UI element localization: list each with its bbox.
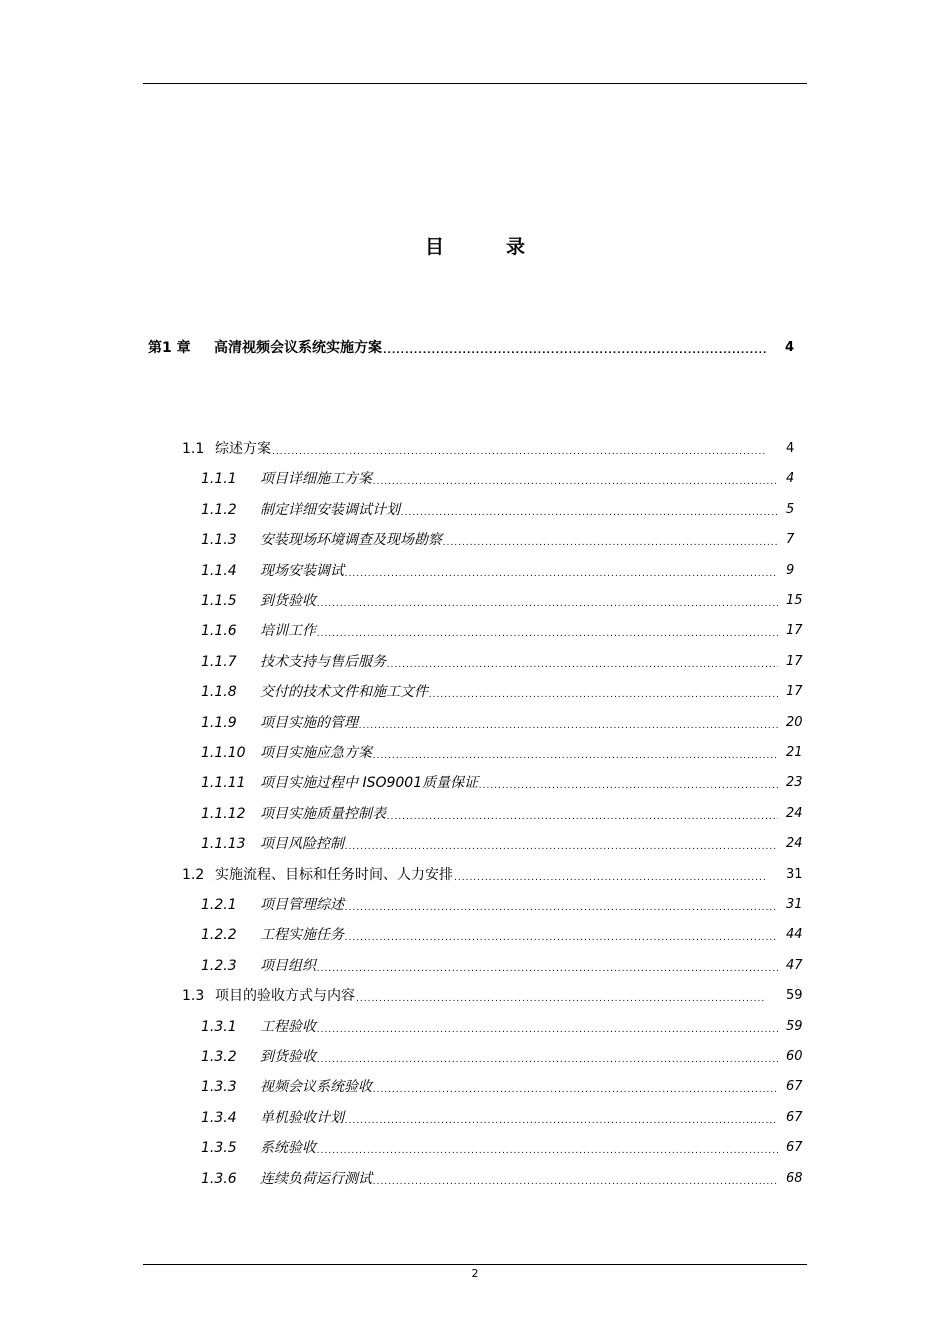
toc-entry-title: 交付的技术文件和施工文件 — [260, 684, 428, 700]
toc-entry[interactable] — [0, 438, 950, 460]
toc-entry-page: 21 — [786, 745, 803, 760]
toc-entry-title: 项目实施应急方案 — [260, 745, 372, 761]
toc-entry-number: 1.1.8 — [201, 684, 237, 700]
toc-entry[interactable] — [0, 955, 950, 977]
toc-entry[interactable] — [0, 590, 950, 612]
toc-entry-title: 现场安装调试 — [260, 563, 344, 579]
toc-entry-title: 项目实施的管理 — [260, 715, 358, 731]
toc-entry-leader — [479, 772, 778, 794]
toc-entry-title: 项目风险控制 — [260, 836, 344, 852]
toc-entry-leader — [373, 1076, 778, 1098]
toc-entry-page: 67 — [786, 1140, 803, 1155]
toc-entry-number: 1.3 — [182, 988, 205, 1004]
toc-entry-number: 1.1.5 — [201, 593, 237, 609]
toc-entry[interactable] — [0, 529, 950, 551]
toc-entry-title: 综述方案 — [215, 441, 271, 457]
toc-entry-leader — [272, 438, 766, 460]
toc-entry-page: 23 — [786, 775, 803, 790]
toc-entry-leader — [317, 590, 778, 612]
toc-entry[interactable] — [0, 499, 950, 521]
toc-entry-page: 24 — [786, 806, 803, 821]
toc-entry[interactable] — [0, 1168, 950, 1190]
toc-entry[interactable] — [0, 833, 950, 855]
toc-entry-leader — [387, 651, 778, 673]
toc-entry-leader — [373, 468, 778, 490]
toc-entry-title: 制定详细安装调试计划 — [260, 502, 400, 518]
toc-entry-page: 60 — [786, 1049, 803, 1064]
toc-entry-page: 9 — [786, 563, 795, 578]
toc-entry[interactable] — [0, 803, 950, 825]
toc-entry-leader — [443, 529, 778, 551]
toc-entry-page: 17 — [786, 684, 803, 699]
toc-entry-number: 1.1.6 — [201, 623, 237, 639]
toc-entry-leader — [373, 1168, 778, 1190]
toc-chapter-entry[interactable] — [148, 337, 798, 359]
toc-entry-title: 视频会议系统验收 — [260, 1079, 372, 1095]
toc-entry[interactable] — [0, 1076, 950, 1098]
toc-entry-leader — [317, 1137, 778, 1159]
toc-entry-page: 59 — [786, 1019, 803, 1034]
toc-entry[interactable] — [0, 468, 950, 490]
toc-entry-title: 工程实施任务 — [260, 927, 344, 943]
toc-entry-page: 31 — [786, 897, 803, 912]
footer-rule — [143, 1264, 807, 1265]
toc-entry-number: 1.1.1 — [201, 471, 237, 487]
toc-entry-number: 1.1.12 — [201, 806, 246, 822]
toc-entry[interactable] — [0, 772, 950, 794]
toc-entry-number: 1.1.11 — [201, 775, 246, 791]
toc-entry-title: 实施流程、目标和任务时间、人力安排 — [215, 867, 453, 883]
toc-entry-leader — [373, 742, 778, 764]
toc-title — [0, 232, 950, 259]
toc-entry-title: 项目的验收方式与内容 — [215, 988, 355, 1004]
toc-title-left: 目 — [424, 236, 444, 258]
toc-entry-leader — [317, 620, 778, 642]
toc-entry-leader — [356, 985, 766, 1007]
toc-entry-number: 1.1.10 — [201, 745, 246, 761]
toc-entry[interactable] — [0, 681, 950, 703]
toc-entry-number: 1.1.7 — [201, 654, 237, 670]
toc-entry-page: 59 — [786, 988, 803, 1003]
toc-entry-page: 4 — [786, 471, 795, 486]
toc-entry-title: 工程验收 — [260, 1019, 316, 1035]
toc-entry-leader — [401, 499, 778, 521]
toc-entry-leader — [345, 833, 778, 855]
toc-entry-number: 1.3.6 — [201, 1171, 237, 1187]
toc-entry[interactable] — [0, 1046, 950, 1068]
chapter-page: 4 — [785, 340, 795, 355]
toc-entry-number: 1.3.4 — [201, 1110, 237, 1126]
toc-entry-page: 31 — [786, 867, 803, 882]
toc-entry[interactable] — [0, 620, 950, 642]
toc-entry[interactable] — [0, 894, 950, 916]
toc-entry-number: 1.1.9 — [201, 715, 237, 731]
toc-entry[interactable] — [0, 864, 950, 886]
toc-entry-number: 1.3.2 — [201, 1049, 237, 1065]
toc-entry-number: 1.3.1 — [201, 1019, 237, 1035]
toc-entry-number: 1.2 — [182, 867, 205, 883]
toc-entry-title: 系统验收 — [260, 1140, 316, 1156]
toc-entry-leader — [387, 803, 778, 825]
toc-entry-number: 1.2.3 — [201, 958, 237, 974]
toc-entry[interactable] — [0, 985, 950, 1007]
toc-entry-leader — [317, 1016, 778, 1038]
page-number: 2 — [471, 1267, 479, 1280]
toc-entry-page: 17 — [786, 654, 803, 669]
toc-entry-leader — [345, 1107, 778, 1129]
toc-entry-title: 项目组织 — [260, 958, 316, 974]
toc-entry-page: 15 — [786, 593, 803, 608]
toc-entry-leader — [345, 560, 778, 582]
toc-entry-page: 20 — [786, 715, 803, 730]
toc-entry-leader — [317, 1046, 778, 1068]
toc-entry-page: 67 — [786, 1110, 803, 1125]
toc-entry-leader — [345, 924, 778, 946]
toc-entry-title: 单机验收计划 — [260, 1110, 344, 1126]
toc-entry-number: 1.1.2 — [201, 502, 237, 518]
toc-entry-number: 1.1.3 — [201, 532, 237, 548]
chapter-title: 高清视频会议系统实施方案 — [214, 340, 382, 356]
toc-entry[interactable] — [0, 1016, 950, 1038]
toc-entry-title: 到货验收 — [260, 593, 316, 609]
toc-entry-number: 1.1 — [182, 441, 205, 457]
toc-entry-number: 1.1.4 — [201, 563, 237, 579]
toc-entry-page: 44 — [786, 927, 803, 942]
toc-entry[interactable] — [0, 742, 950, 764]
toc-entry-number: 1.1.13 — [201, 836, 246, 852]
chapter-number: 第1 章 — [148, 340, 191, 356]
toc-entry-leader — [454, 864, 766, 886]
toc-entry-leader — [345, 894, 778, 916]
toc-entry-page: 24 — [786, 836, 803, 851]
toc-entry-title: 项目实施过程中 ISO9001质量保证 — [260, 775, 479, 791]
toc-entry-page: 68 — [786, 1171, 803, 1186]
toc-entry-title: 技术支持与售后服务 — [260, 654, 386, 670]
toc-entry-page: 4 — [786, 441, 795, 456]
toc-title-right: 录 — [506, 236, 526, 258]
toc-entry-page: 5 — [786, 502, 795, 517]
toc-entry-title: 到货验收 — [260, 1049, 316, 1065]
toc-entry-leader — [317, 955, 778, 977]
toc-entry-title: 培训工作 — [260, 623, 316, 639]
toc-entry[interactable] — [0, 560, 950, 582]
toc-entry[interactable] — [0, 1107, 950, 1129]
toc-entry-number: 1.2.1 — [201, 897, 237, 913]
toc-entry-leader — [359, 712, 778, 734]
toc-entry-number: 1.3.5 — [201, 1140, 237, 1156]
toc-entry-title: 项目详细施工方案 — [260, 471, 372, 487]
toc-entry-page: 7 — [786, 532, 795, 547]
toc-entry[interactable] — [0, 924, 950, 946]
chapter-leader — [383, 337, 766, 359]
header-rule — [143, 83, 807, 84]
toc-entry-leader — [429, 681, 778, 703]
toc-entry-title: 项目管理综述 — [260, 897, 344, 913]
toc-entry[interactable] — [0, 651, 950, 673]
toc-entry-title: 连续负荷运行测试 — [260, 1171, 372, 1187]
toc-entry[interactable] — [0, 712, 950, 734]
toc-entry-page: 17 — [786, 623, 803, 638]
toc-entry-title: 安装现场环境调查及现场勘察 — [260, 532, 442, 548]
toc-entry-title: 项目实施质量控制表 — [260, 806, 386, 822]
toc-entry-page: 67 — [786, 1079, 803, 1094]
toc-entry-number: 1.2.2 — [201, 927, 237, 943]
toc-entry-number: 1.3.3 — [201, 1079, 237, 1095]
toc-entry-page: 47 — [786, 958, 803, 973]
toc-entry[interactable] — [0, 1137, 950, 1159]
